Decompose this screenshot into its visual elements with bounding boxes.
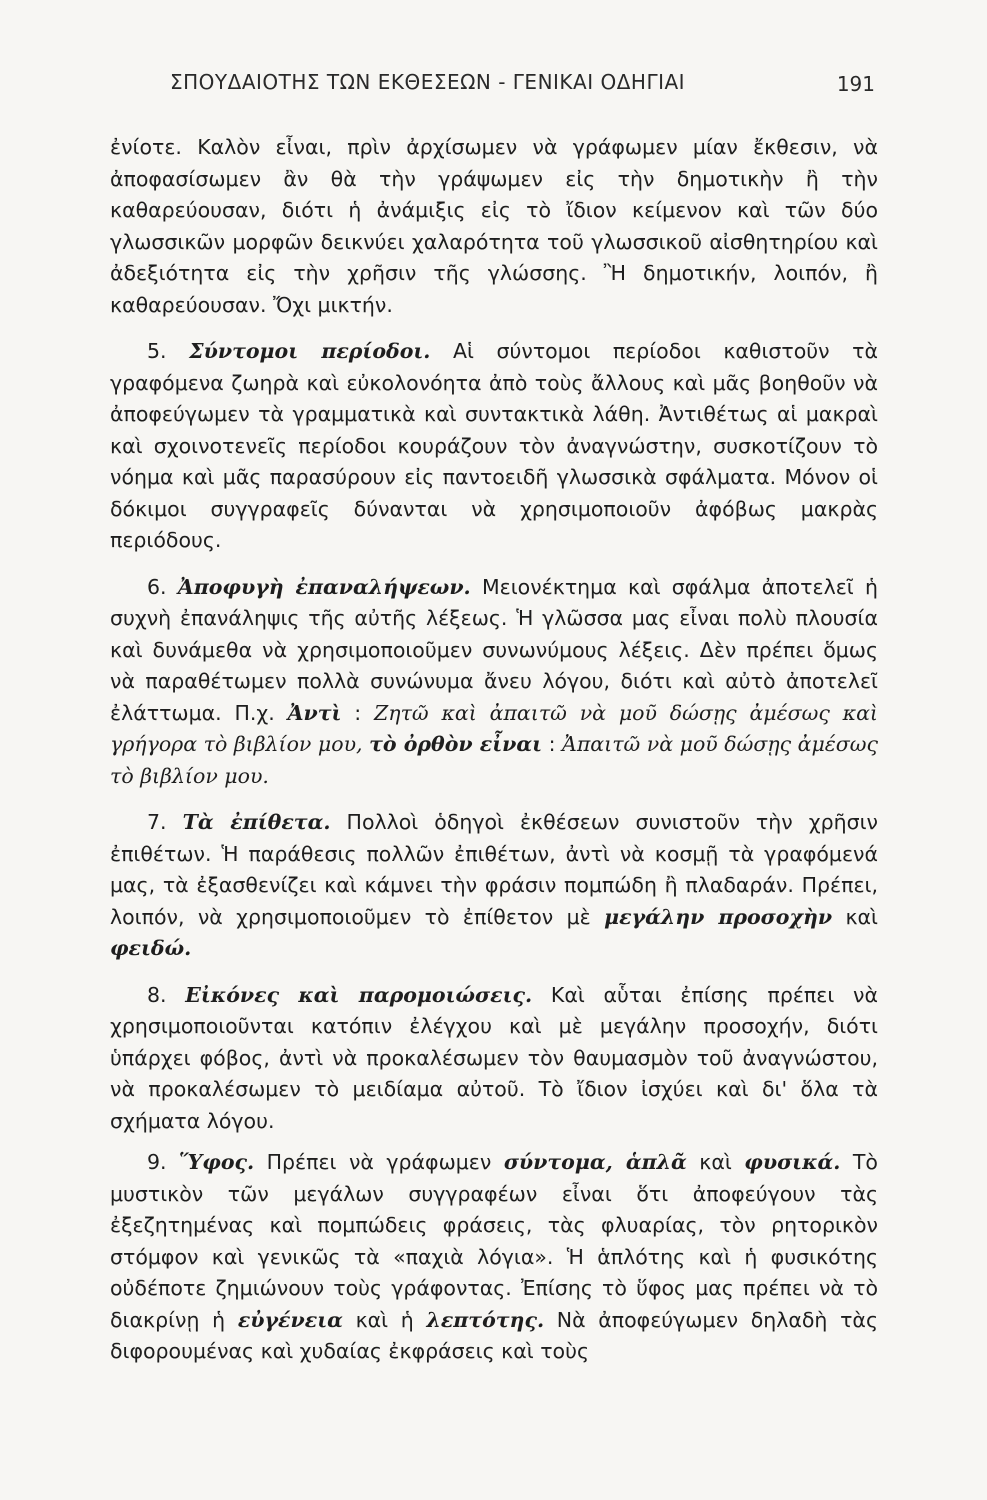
section-number: 9. xyxy=(147,1150,167,1174)
section-heading: Εἰκόνες καὶ παρομοιώσεις. xyxy=(185,982,533,1007)
conjunction: καὶ ἡ xyxy=(342,1307,427,1332)
section-number: 6. xyxy=(147,574,167,599)
intro-paragraph: ἐνίοτε. Καλὸν εἶναι, πρὶν ἀρχίσωμεν νὰ γράφωμεν μίαν ἔκθεσιν, νὰ ἀποφασίσωμεν ἂν θὰ τὴν γράψωμεν εἰς τὴν δημοτικὴν ἢ τὴν καθαρεύουσαν, διότι ἡ ἀνάμιξις εἰς τὸ ἴδιον κείμενον καὶ τῶν δύο γλωσσικῶν μορφῶν δεικνύει χαλαρότητα τοῦ γλωσσικοῦ αἰσθητηρίου καὶ ἀδεξιότητα εἰς τὴν χρῆσιν τῆς γλώσσης. Ἢ δημοτικήν, λοιπόν, ἢ καθαρεύουσαν. Ὄχι μικτήν. xyxy=(110,135,878,317)
example-instead-label: Ἀντὶ xyxy=(287,700,342,725)
example-wrong: Ζητῶ καὶ ἀπαιτῶ νὰ μοῦ δώσῃς ἀμέσως καὶ γρήγορα τὸ βιβλίον μου, xyxy=(110,700,878,756)
section-number: 8. xyxy=(147,982,167,1007)
section-heading: Ἀποφυγὴ ἐπαναλήψεων. xyxy=(177,574,471,599)
emphasis: μεγάλην προσοχὴν xyxy=(604,904,833,929)
emphasis: λεπτότης. xyxy=(426,1307,545,1332)
section-heading: Ὕφος. xyxy=(179,1150,255,1174)
colon: : xyxy=(341,700,375,725)
section-9 xyxy=(110,1147,878,1368)
section-text: Νὰ ἀποφεύγωμεν δηλαδὴ τὰς διφορουμένας καὶ χυδαίας ἐκφράσεις καὶ τοὺς xyxy=(110,1307,878,1363)
section-text: Αἱ σύντομοι περίοδοι καθιστοῦν τὰ γραφόμενα ζωηρὰ καὶ εὐκολονόητα ἀπὸ τοὺς ἄλλους καὶ μᾶς βοηθοῦν νὰ ἀποφεύγωμεν τὰ γραμματικὰ καὶ συντακτικὰ λάθη. Ἀντιθέτως αἱ μακραὶ καὶ σχοινοτενεῖς περίοδοι κουράζουν τὸν ἀναγνώστην, συσκοτίζουν τὸ νόημα καὶ μᾶς παρασύρουν εἰς παντοειδῆ γλωσσικὰ σφάλματα. Μόνον οἱ δόκιμοι συγγραφεῖς δύνανται νὰ χρησιμοποιοῦν ἀφόβως μακρὰς περιόδους. xyxy=(110,339,878,552)
conjunction: καὶ xyxy=(832,904,878,929)
example-correct-label: τὸ ὀρθὸν εἶναι xyxy=(369,732,543,756)
section-5 xyxy=(110,336,878,557)
body-text xyxy=(110,132,878,1368)
section-8 xyxy=(110,980,878,1138)
section-text: Καὶ αὗται ἐπίσης πρέπει νὰ χρησιμοποιοῦνται κατόπιν ἐλέγχου καὶ μὲ μεγάλην προσοχήν, διότι ὑπάρχει φόβος, ἀντὶ νὰ προκαλέσωμεν τὸν θαυμασμὸν τοῦ ἀναγνώστου, νὰ προκαλέσωμεν τὸ μειδίαμα αὐτοῦ. Τὸ ἴδιον ἰσχύει καὶ δι' ὅλα τὰ σχήματα λόγου. xyxy=(110,982,878,1133)
colon: : xyxy=(542,732,563,756)
emphasis: εὐγένεια xyxy=(237,1307,343,1332)
section-text: Πρέπει νὰ γράφωμεν xyxy=(266,1150,492,1174)
section-text: Πολλοὶ ὁδηγοὶ ἐκθέσεων συνιστοῦν τὴν χρῆσιν ἐπιθέτων. Ἡ παράθεσις πολλῶν ἐπιθέτων, ἀντὶ νὰ κοσμῇ τὰ γραφόμενά μας, τὰ ἐξασθενίζει καὶ κάμνει τὴν φράσιν πομπώδη ἢ πλαδαράν. Πρέπει, λοιπόν, νὰ χρησιμοποιοῦμεν τὸ ἐπίθετον μὲ xyxy=(110,810,878,929)
emphasis: φειδώ. xyxy=(110,936,192,960)
emphasis: φυσικά. xyxy=(744,1150,841,1174)
emphasis: σύντομα, ἁπλᾶ xyxy=(503,1150,687,1174)
example-correct: Ἀπαιτῶ νὰ μοῦ δώσῃς ἀμέσως τὸ βιβλίον μου. xyxy=(110,732,878,788)
section-text: Τὸ μυστικὸν τῶν μεγάλων συγγραφέων εἶναι ὅτι ἀποφεύγουν τὰς ἐξεζητημένας καὶ πομπώδεις φράσεις, τὰς φλυαρίας, τὸν ρητορικὸν στόμφον καὶ γενικῶς τὰ «παχιὰ λόγια». Ἡ ἁπλότης καὶ ἡ φυσικότης οὐδέποτε ζημιώνουν τοὺς γράφοντας. Ἐπίσης τὸ ὕφος μας πρέπει νὰ τὸ διακρίνῃ ἡ xyxy=(110,1150,878,1332)
section-heading: Τὰ ἐπίθετα. xyxy=(182,810,331,834)
section-number: 5. xyxy=(147,339,167,363)
section-6 xyxy=(110,572,878,793)
section-number: 7. xyxy=(147,810,167,834)
conjunction: καὶ xyxy=(686,1150,745,1174)
section-7 xyxy=(110,807,878,965)
page-number: 191 xyxy=(836,72,875,96)
running-title: ΣΠΟΥΔΑΙΟΤΗΣ ΤΩΝ ΕΚΘΕΣΕΩΝ - ΓΕΝΙΚΑΙ ΟΔΗΓΙΑΙ xyxy=(170,70,686,94)
section-text: Μειονέκτημα καὶ σφάλμα ἀποτελεῖ ἡ συχνὴ ἐπανάληψις τῆς αὐτῆς λέξεως. Ἡ γλῶσσα μας εἶναι πολὺ πλουσία καὶ δυνάμεθα νὰ χρησιμοποιοῦμεν συνωνύμους λέξεις. Δὲν πρέπει ὅμως νὰ παραθέτωμεν πολλὰ συνώνυμα ἄνευ λόγου, διότι καὶ αὐτὸ ἀποτελεῖ ἐλάττωμα. Π.χ. xyxy=(110,574,878,725)
section-heading: Σύντομοι περίοδοι. xyxy=(189,339,431,363)
